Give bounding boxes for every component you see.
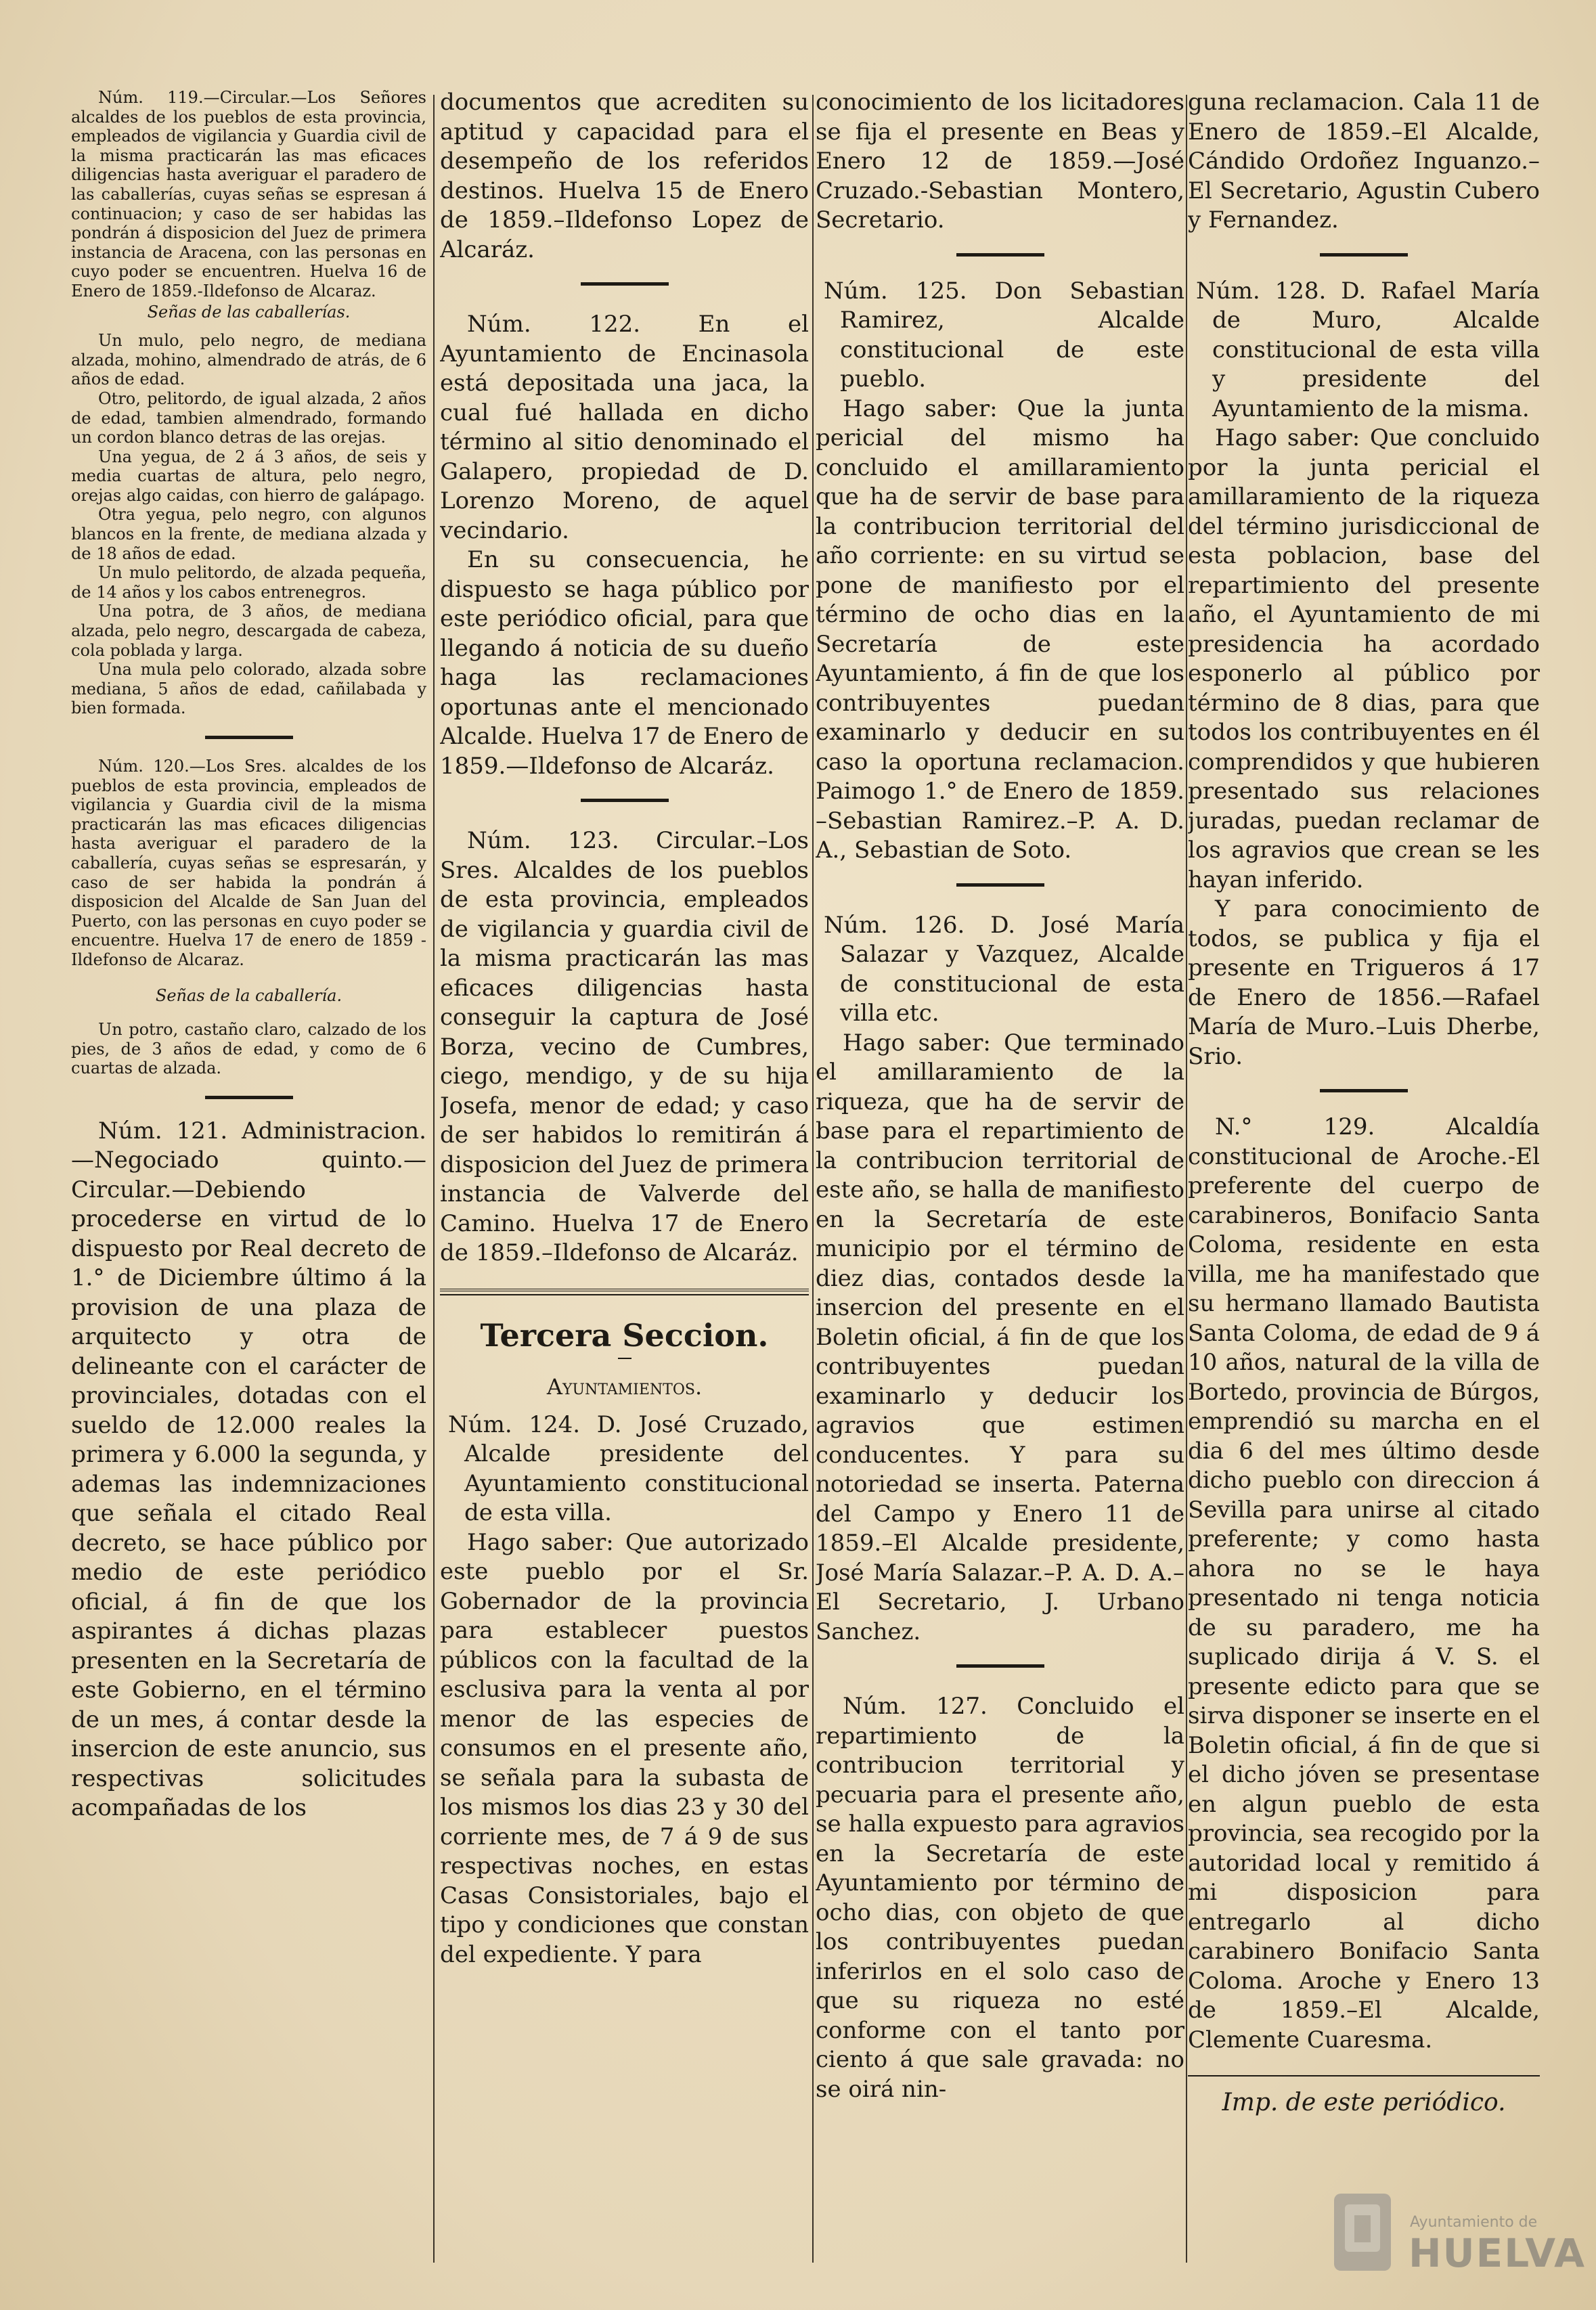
- separator: [205, 736, 293, 739]
- column-rule: [1186, 95, 1187, 2263]
- horse-description: Otro, pelitordo, de igual alzada, 2 años de edad, tambien almendrado, formando un cordon blanco detras de las orejas.: [71, 388, 426, 447]
- notice-120: Núm. 120.—Los Sres. alcaldes de los pueblos de esta provincia, empleados de vigilancia y Guardia civil de la misma practicarán las mas eficaces diligencias hasta averiguar el paradero de la caballería, cuyas señas se espresarán, y caso de ser habida la pondrán á disposicion del Alcalde de San Juan del Puerto, con las personas en cuyo poder se encuentre. Huelva 17 de enero de 1859 -Ildefonso de Alcaraz.: [71, 757, 426, 969]
- coat-of-arms-icon: [1329, 2188, 1396, 2276]
- notice-124-body: Hago saber: Que autorizado este pueblo por el Sr. Gobernador de la provincia para establecer puestos públicos con la facultad de la esclusiva para la venta al por menor de las especies de consumos en el presente año, se señala para la subasta de los mismos los dias 23 y 30 del corriente mes, de 7 á 9 de sus respectivas noches, en estas Casas Consistoriales, bajo el tipo y condiciones que constan del expediente. Y para: [440, 1528, 809, 1968]
- column-1: [71, 88, 426, 2269]
- separator: [581, 282, 669, 286]
- notice-126: Núm. 126. D. José María Salazar y Vazquez, Alcalde de constitucional de esta villa etc.: [824, 911, 1184, 1027]
- horse-description: Un mulo, pelo negro, de mediana alzada, mohino, almendrado de atrás, de 6 años de edad.: [71, 331, 426, 389]
- separator: [1320, 1089, 1408, 1092]
- separator: [205, 1096, 293, 1099]
- watermark-line-1: Ayuntamiento de: [1410, 2214, 1538, 2231]
- watermark-line-2: HUELVA: [1409, 2230, 1587, 2276]
- separator: [581, 799, 669, 802]
- notice-122-body: En su consecuencia, he dispuesto se haga público por este periódico oficial, para que llegando á noticia de su dueño haga las reclamaciones oportunas ante el mencionado Alcalde. Huelva 17 de Enero de 1859.—Ildefonso de Alcaráz.: [440, 546, 809, 780]
- horse-description: Un potro, castaño claro, calzado de los pies, de 3 años de edad, y como de 6 cuartas de alzada.: [71, 1020, 426, 1078]
- notice-121: Núm. 121. Administracion.—Negociado quinto.—Circular.—Debiendo procederse en virtud de lo dispuesto por Real decreto de 1.° de Diciembre último á la provision de una plaza de arquitecto y otra de delineante con el carácter de provinciales, dotadas con el sueldo de 12.000 reales la primera y 6.000 la segunda, y ademas las indemnizaciones que señala el citado Real decreto, se hace público por medio de este periódico oficial, á fin de que los aspirantes á dichas plazas presenten en la Secretaría de este Gobierno, en el término de un mes, á contar desde la insercion de este anuncio, sus respectivas solicitudes acompañadas de los: [71, 1117, 426, 1822]
- separator: [1320, 253, 1408, 257]
- column-rule: [433, 95, 435, 2263]
- notice-127-continued: guna reclamacion. Cala 11 de Enero de 1859.–El Alcalde, Cándido Ordoñez Inguanzo.– El Secretario, Agustin Cubero y Fernandez.: [1188, 89, 1540, 234]
- horse-description: Otra yegua, pelo negro, con algunos blancos en la frente, de mediana alzada y de 18 años de edad.: [71, 505, 426, 563]
- notice-124: Núm. 124. D. José Cruzado, Alcalde presidente del Ayuntamiento constitucional de esta villa.: [448, 1411, 809, 1526]
- notice-119-subheading: Señas de las caballerías.: [147, 302, 351, 321]
- horse-description: Una potra, de 3 años, de mediana alzada, pelo negro, descargada de cabeza, cola poblada y larga.: [71, 602, 426, 660]
- imprint: Imp. de este periódico.: [1222, 2089, 1506, 2116]
- notice-122: Núm. 122. En el Ayuntamiento de Encinasola está depositada una jaca, la cual fué hallada en dicho término al sitio denominado el Galapero, propiedad de D. Lorenzo Moreno, de aquel vecindario.: [440, 311, 809, 544]
- section-rule: [440, 1289, 809, 1295]
- column-rule: [812, 95, 814, 2263]
- section-title: Tercera Seccion.: [480, 1316, 769, 1354]
- column-3: [816, 88, 1184, 2269]
- notice-125-body: Hago saber: Que la junta pericial del mismo ha concluido el amillaramiento que ha de servir de base para la contribucion territorial del año corriente: en su virtud se pone de manifiesto por el término de ocho dias en la Secretaría de este Ayuntamiento, á fin de que los contribuyentes puedan examinarlo y deducir en su caso la oportuna reclamacion. Paimogo 1.° de Enero de 1859. –Sebastian Ramirez.–P. A. D. A., Sebastian de Soto.: [816, 395, 1184, 864]
- notice-128-closing: Y para conocimiento de todos, se publica y fija el presente en Trigueros á 17 de Enero de 1856.—Rafael María de Muro.–Luis Dherbe, Srio.: [1188, 895, 1540, 1070]
- separator: [618, 1358, 631, 1359]
- section-subtitle: Ayuntamientos.: [546, 1373, 703, 1400]
- horse-description: Una mula pelo colorado, alzada sobre mediana, 5 años de edad, cañilabada y bien formada.: [71, 660, 426, 718]
- notice-123: Núm. 123. Circular.–Los Sres. Alcaldes de los pueblos de esta provincia, empleados de vigilancia y guardia civil de la misma practicarán las mas eficaces diligencias hasta conseguir la captura de José Borza, vecino de Cumbres, ciego, mendigo, y de su hija Josefa, menor de edad; y caso de ser habidos lo remitirán á disposicion del Juez de primera instancia de Valverde del Camino. Huelva 17 de Enero de 1859.–Ildefonso de Alcaráz.: [440, 827, 809, 1266]
- archive-watermark: [1329, 2188, 1587, 2283]
- notice-127: Núm. 127. Concluido el repartimiento de la contribucion territorial y pecuaria para el presente año, se halla expuesto para agravios en la Secretaría de este Ayuntamiento por término de ocho dias, con objeto de que los contribuyentes puedan inferirlos en el solo caso de que su riqueza no esté conforme con el tanto por ciento á que sale gravada: no se oirá nin-: [816, 1693, 1184, 2103]
- notice-124-continued: conocimiento de los licitadores se fija el presente en Beas y Enero 12 de 1859.—José Cruzado.-Sebastian Montero, Secretario.: [816, 89, 1184, 234]
- column-4: [1188, 88, 1540, 2269]
- notice-125: Núm. 125. Don Sebastian Ramirez, Alcalde constitucional de este pueblo.: [824, 277, 1184, 393]
- separator: [956, 883, 1044, 887]
- imprint-rule: [1188, 2075, 1540, 2116]
- notice-121-continued: documentos que acrediten su aptitud y capacidad para el desempeño de los referidos destinos. Huelva 15 de Enero de 1859.–Ildefonso Lopez de Alcaráz.: [440, 89, 809, 263]
- notice-119: Núm. 119.—Circular.—Los Señores alcaldes de los pueblos de esta provincia, empleados de vigilancia y Guardia civil de la misma practicarán las mas eficaces diligencias hasta averiguar el paradero de las caballerías, cuyas señas se espresan á continuacion; y caso de ser habidas las pondrán á disposicion del Juez de primera instancia de Aracena, con las personas en cuyo poder se encuentren. Huelva 16 de Enero de 1859.-Ildefonso de Alcaraz.: [71, 88, 426, 301]
- horse-description: Un mulo pelitordo, de alzada pequeña, de 14 años y los cabos entrenegros.: [71, 563, 426, 602]
- notice-128: Núm. 128. D. Rafael María de Muro, Alcalde constitucional de esta villa y presidente del Ayuntamiento de la misma.: [1196, 277, 1540, 422]
- notice-128-body: Hago saber: Que concluido por la junta pericial el amillaramiento de la riqueza del término jurisdiccional de esta poblacion, base del repartimiento del presente año, el Ayuntamiento de mi presidencia ha acordado esponerlo al público por término de 8 dias, para que todos los contribuyentes en él comprendidos y que hubieren presentado sus relaciones juradas, puedan reclamar de los agravios que crean se les hayan inferido.: [1188, 424, 1540, 893]
- notice-129: N.° 129. Alcaldía constitucional de Aroche.-El preferente del cuerpo de carabineros, Bonifacio Santa Coloma, residente en esta villa, me ha manifestado que su hermano llamado Bautista Santa Coloma, de edad de 9 á 10 años, natural de la villa de Bortedo, provincia de Búrgos, emprendió su marcha en el dia 6 del mes último desde dicho pueblo con direccion á Sevilla para unirse al citado preferente; y como hasta ahora no se le haya presentado ni tenga noticia de su paradero, me ha suplicado dirija á V. S. el presente edicto para que se sirva disponer se inserte en el Boletin oficial, á fin de que si el dicho jóven se presentase en algun pueblo de esta provincia, sea recogido por la autoridad local y remitido á mi disposicion para entregarlo al dicho carabinero Bonifacio Santa Coloma. Aroche y Enero 13 de 1859.–El Alcalde, Clemente Cuaresma.: [1188, 1113, 1540, 2053]
- horse-description: Una yegua, de 2 á 3 años, de seis y media cuartas de altura, pelo negro, orejas algo caidas, con hierro de galápago.: [71, 447, 426, 505]
- notice-126-body: Hago saber: Que terminado el amillaramiento de la riqueza, que ha de servir de base para el repartimiento de la contribucion territorial de este año, se halla de manifiesto en la Secretaría de este municipio por el término de diez dias, contados desde la insercion del presente en el Boletin oficial, á fin de que los contribuyentes puedan examinarlo y deducir los agravios que estimen conducentes. Y para su notoriedad se inserta. Paterna del Campo y Enero 11 de 1859.–El Alcalde presidente, José María Salazar.–P. A. D. A.–El Secretario, J. Urbano Sanchez.: [816, 1029, 1184, 1645]
- separator: [956, 253, 1044, 257]
- column-2: [440, 88, 809, 2269]
- notice-120-subheading: Señas de la caballería.: [155, 985, 342, 1005]
- separator: [956, 1664, 1044, 1668]
